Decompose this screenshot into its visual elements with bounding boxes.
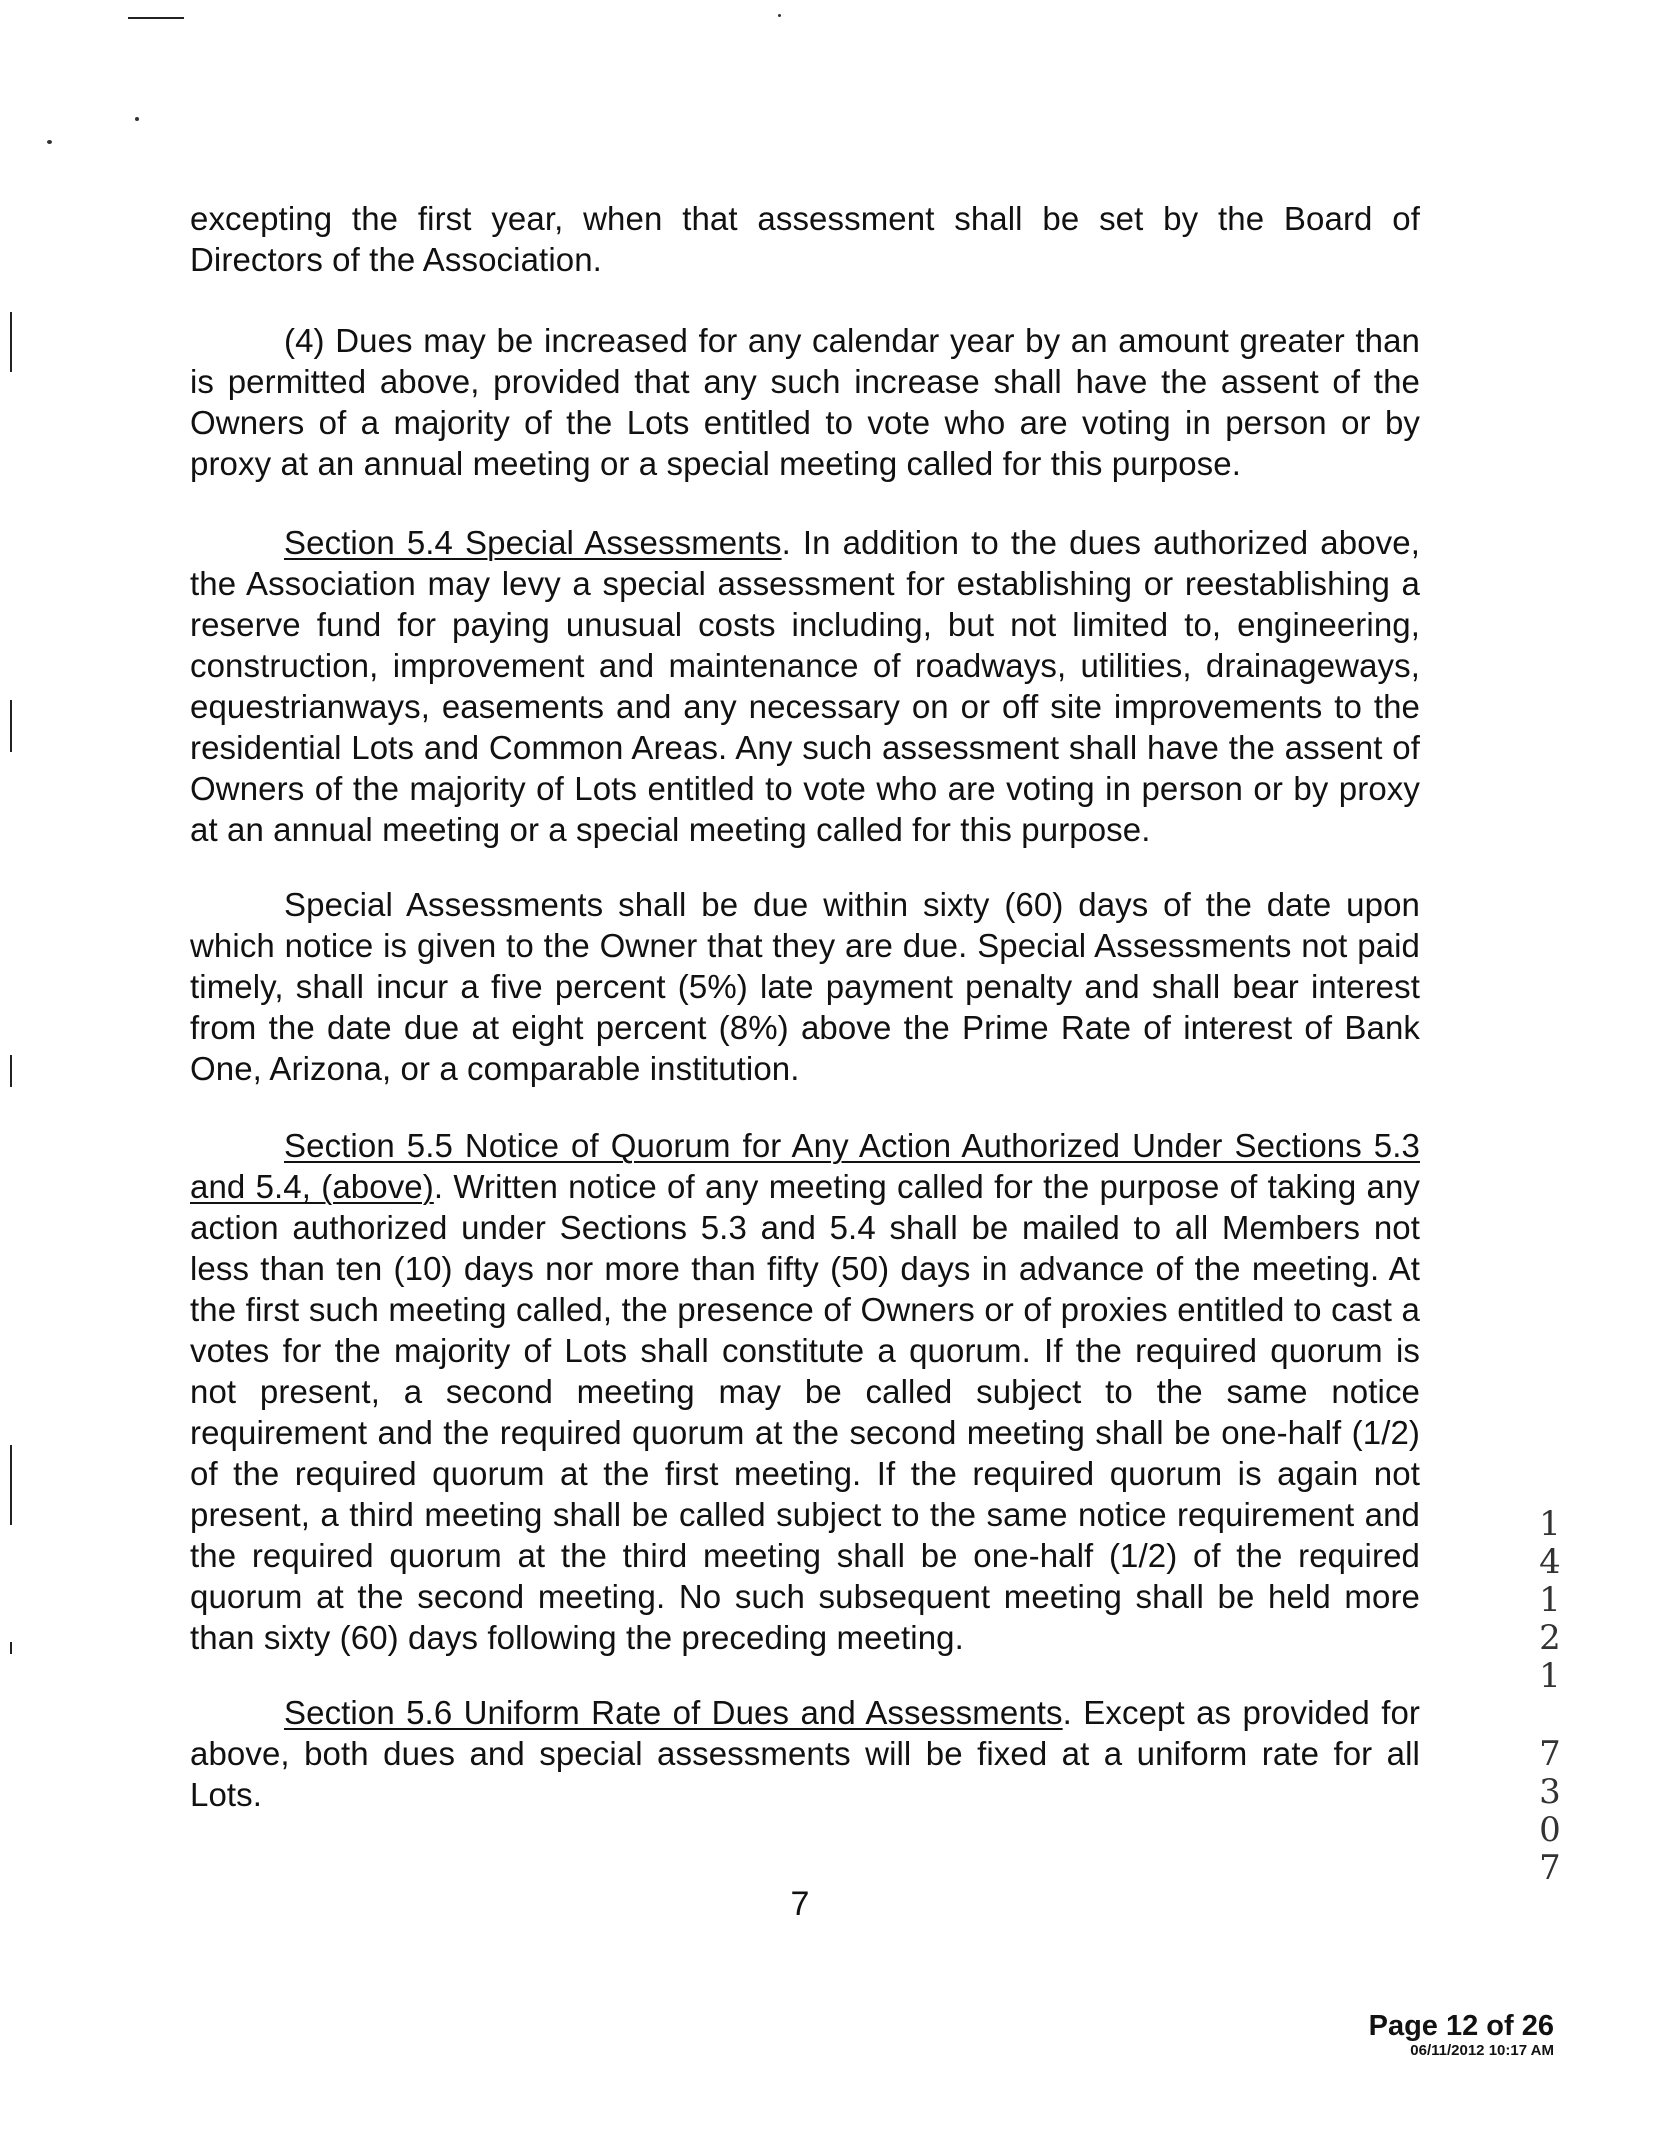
section-5-4-body: . In addition to the dues authorized above, the Association may levy a special assessment for establishing or reestablishing a reserve fund for paying unusual costs including, but not limited to, engineering, construction, improvement and maintenance of roadways, utilities, drainageways, equestrianways, easements and any necessary on or off site improvements to the residential Lots and Common Areas. Any such assessment shall have the assent of Owners of the majority of Lots entitled to vote who are voting in person or by proxy at an annual meeting or a special meeting called for this purpose. (190, 524, 1420, 848)
margin-change-bar (10, 700, 12, 752)
paragraph-2-text: (4) Dues may be increased for any calendar year by an amount greater than is permitted above, provided that any such increase shall have the assent of the Owners of a majority of the Lots entitled to vote who are voting in person or by proxy at an annual meeting or a special meeting called for this purpose. (190, 322, 1420, 482)
section-5-4-heading: Section 5.4 Special Assessments (284, 524, 782, 561)
page-count-label: Page 12 of 26 (1368, 2010, 1554, 2042)
paragraph-2 (190, 320, 1420, 484)
top-rule (128, 17, 184, 19)
scan-speck (778, 14, 781, 17)
margin-change-bar (10, 1055, 12, 1087)
bates-digit: 0 (1539, 1810, 1561, 1850)
section-5-5 (190, 1125, 1420, 1658)
bates-digit: 1 (1539, 1656, 1561, 1696)
paragraph-1 (190, 198, 1420, 280)
paragraph-1-text: excepting the first year, when that assessment shall be set by the Board of Directors of the Association. (190, 200, 1420, 278)
scan-speck (47, 140, 52, 144)
bates-digit: 1 (1539, 1504, 1561, 1544)
section-5-4 (190, 522, 1420, 850)
scan-speck (135, 117, 139, 121)
section-5-5-heading: Section 5.5 Notice of Quorum for Any Action Authorized Under Sections 5.3 and 5.4, (above) (190, 1127, 1420, 1205)
recording-timestamp: 06/11/2012 10:17 AM (1410, 2042, 1554, 2059)
section-5-6-body: . Except as provided for above, both dues and special assessments will be fixed at a uniform rate for all Lots. (190, 1694, 1421, 1813)
page-number: 7 (790, 1885, 810, 1923)
paragraph-4-text: Special Assessments shall be due within sixty (60) days of the date upon which notice is given to the Owner that they are due. Special Assessments not paid timely, shall incur a five percent (5%) late payment penalty and shall bear interest from the date due at eight percent (8%) above the Prime Rate of interest of Bank One, Arizona, or a comparable institution. (190, 886, 1420, 1087)
margin-change-bar (10, 312, 12, 372)
recording-stamp (1369, 2010, 1554, 2060)
margin-change-bar (10, 1642, 12, 1654)
bates-digit: 4 (1539, 1542, 1561, 1582)
margin-change-bar (10, 1445, 12, 1525)
bates-digit: 7 (1539, 1848, 1561, 1888)
bates-stamp (1530, 1505, 1570, 1887)
bates-digit: 1 (1539, 1580, 1561, 1620)
section-5-5-body: . Written notice of any meeting called for the purpose of taking any action authorized under Sections 5.3 and 5.4 shall be mailed to all Members not less than ten (10) days nor more than fifty (50) days in advance of the meeting. At the first such meeting called, the presence of Owners or of proxies entitled to cast a votes for the majority of Lots shall constitute a quorum. If the required quorum is not present, a second meeting may be called subject to the same notice requirement and the required quorum at the second meeting shall be one-half (1/2) of the required quorum at the first meeting. If the required quorum is again not present, a third meeting shall be called subject to the same notice requirement and the required quorum at the third meeting shall be one-half (1/2) of the required quorum at the second meeting. No such subsequent meeting shall be held more than sixty (60) days following the preceding meeting. (190, 1168, 1420, 1656)
section-5-6 (190, 1692, 1420, 1815)
bates-digit: 2 (1539, 1618, 1561, 1658)
bates-digit: 7 (1539, 1734, 1561, 1774)
section-5-6-heading: Section 5.6 Uniform Rate of Dues and Assessments (284, 1694, 1063, 1731)
bates-digit: 3 (1539, 1772, 1561, 1812)
paragraph-special-assessments-due (190, 884, 1420, 1089)
